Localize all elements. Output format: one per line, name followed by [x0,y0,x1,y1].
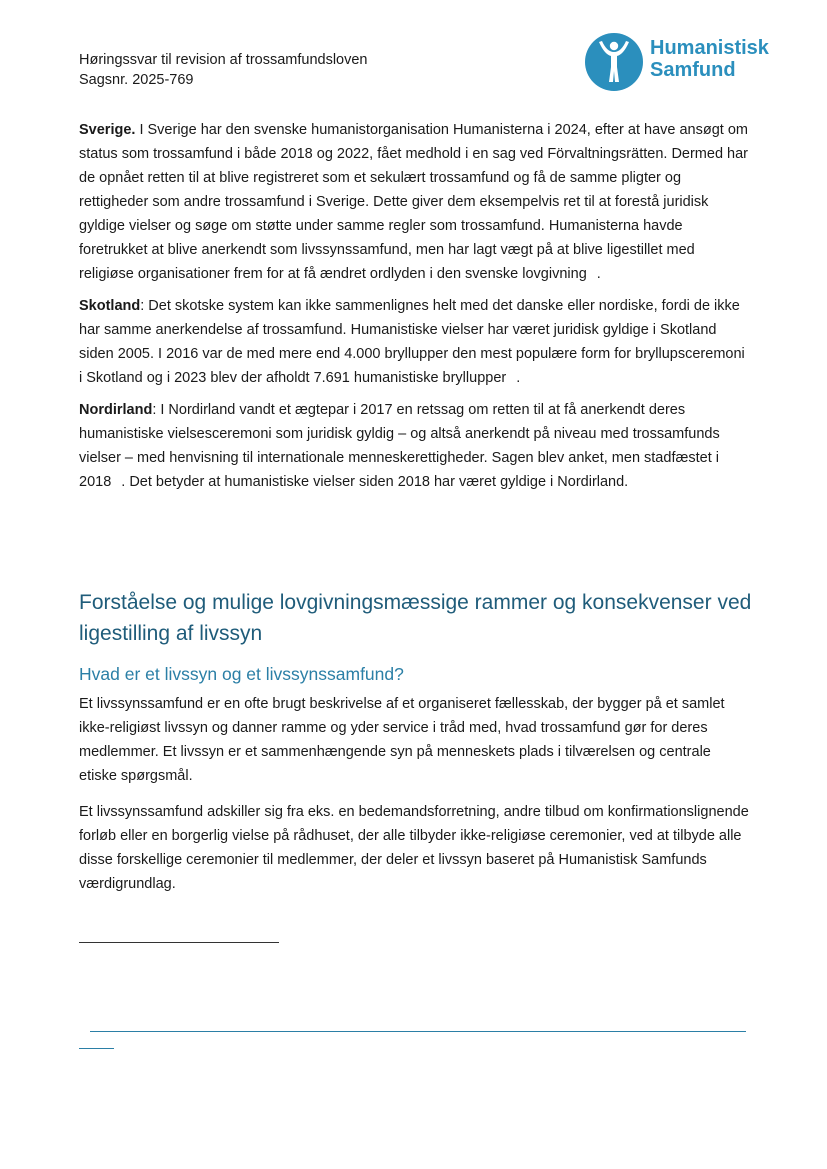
section-text-end: . [516,370,521,386]
logo-line-1: Humanistisk [650,37,769,59]
section-sweden [79,118,749,286]
section-text: : I Nordirland vandt et ægtepar i 2017 en retssag om retten til at få anerkendt deres humanistiske vielsesceremoni som juridisk gyldig – og altså anerkendt på niveau med trossamfunds vielser – med henvisning til internationale menneskerettigheder. Sagen blev anket, men stadfæstet i 2018 [79,402,720,490]
logo-line-2: Samfund [650,59,736,81]
subsection-body [79,692,749,908]
section-northern-ireland [79,398,749,494]
section-scotland [79,294,749,390]
footnote-link-line-short [79,1048,114,1049]
section-lead: Nordirland [79,402,153,418]
section-lead: Skotland [79,298,141,314]
country-sections [79,118,749,502]
footnote-link-line [90,1031,746,1032]
section-heading: Forståelse og mulige lovgivningsmæssige rammer og konsekvenser ved ligestilling af livssyn [79,591,752,645]
section-text-end: . [596,266,601,282]
section-text: : Det skotske system kan ikke sammenlignes helt med det danske eller nordiske, fordi de ikke har samme anerkendelse af trossamfund. Humanistiske vielser har været juridisk gyldige i Skotland siden 2005. I 2016 var de med mere end 4.000 bryllupper den mest populære form for bryllupsceremoni i Skotland og i 2023 blev der afholdt 7.691 humanistiske bryllupper [79,298,745,386]
section-text: I Sverige har den svenske humanistorganisation Humanisterna i 2024, efter at have ansøgt om status som trossamfund i både 2018 og 2022, fået medhold i en sag ved Förvaltningsrätten. Dermed har de opnået retten til at blive registreret som et sekulært trossamfund og få de samme pligter og rettigheder som andre trossamfund i Sverige. Dette giver dem eksempelvis ret til at forestå juridisk gyldige vielser og søge om støtte under samme regler som trossamfund. Humanisterna havde foretrukket at blive anerkendt som livssynssamfund, men har lagt vægt på at blive ligestillet med religiøse organisationer frem for at få ændret ordlyden i den svenske lovgivning [79,122,748,282]
section-lead: Sverige. [79,122,136,138]
logo-wordmark [650,37,769,81]
section-text-end: . Det betyder at humanistiske vielser siden 2018 har været gyldige i Nordirland. [121,474,629,490]
paragraph: Et livssynssamfund er en ofte brugt beskrivelse af et organiseret fællesskab, der bygger på et samlet ikke-religiøst livssyn og danner ramme og yder service i tråd med, hvad trossamfund gør for deres medlemmer. Et livssyn er et sammenhængende syn på menneskets plads i tilværelsen og centrale etiske spørgsmål. [79,696,725,784]
footnote-separator [79,942,279,943]
subsection-heading: Hvad er et livssyn og et livssynssamfund? [79,664,404,684]
paragraph: Et livssynssamfund adskiller sig fra eks. en bedemandsforretning, andre tilbud om konfirmationslignende forløb eller en borgerlig vielse på rådhuset, der alle tilbyder ikke-religiøse ceremonier, ved at tilbyde alle disse forskellige ceremonier til medlemmer, der deler et livssyn baseret på Humanistisk Samfunds værdigrundlag. [79,804,749,892]
header-title: Høringssvar til revision af trossamfundsloven [79,52,368,68]
case-number: Sagsnr. 2025-769 [79,72,194,88]
humanist-logo-icon [585,33,643,91]
document-header [79,50,368,90]
organization-logo [585,32,785,92]
